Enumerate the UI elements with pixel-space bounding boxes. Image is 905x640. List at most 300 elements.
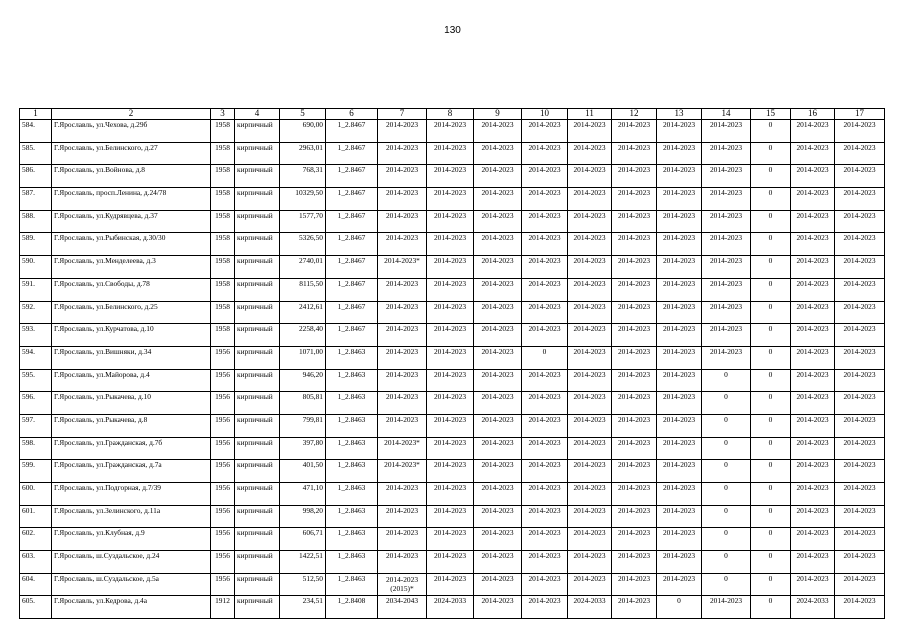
table-cell: 2014-2023 — [568, 256, 612, 279]
table-row — [20, 165, 885, 188]
table-cell: 799,81 — [280, 414, 326, 437]
table-cell: 2014-2023 — [378, 142, 427, 165]
table-cell: 805,81 — [280, 392, 326, 415]
table-cell: 1_2.8467 — [326, 210, 378, 233]
table-cell: Г.Ярославль, ул.Кудрявцева, д.37 — [52, 210, 211, 233]
table-cell: 2014-2023 — [427, 165, 474, 188]
table-cell: 2014-2023 — [612, 414, 657, 437]
table-cell: 2014-2023 — [835, 120, 885, 143]
table-cell: 1956 — [211, 414, 235, 437]
table-cell: 0 — [751, 278, 791, 301]
table-cell: 2014-2023 — [657, 256, 702, 279]
table-cell: 1958 — [211, 165, 235, 188]
table-cell: 2014-2023 — [427, 142, 474, 165]
table-cell: 2014-2023 — [522, 505, 568, 528]
table-cell: 2014-2023 — [378, 551, 427, 574]
table-cell: 2014-2023 — [522, 120, 568, 143]
table-cell: 2014-2023 — [474, 301, 522, 324]
table-cell: 0 — [751, 369, 791, 392]
table-cell: 2014-2023 — [427, 233, 474, 256]
table-cell: 2014-2023 — [474, 392, 522, 415]
table-cell: 397,80 — [280, 437, 326, 460]
table-cell: 234,51 — [280, 596, 326, 619]
table-cell: 2014-2023 — [702, 324, 751, 347]
column-number: 1 — [20, 109, 52, 120]
table-cell: 2014-2023 — [612, 142, 657, 165]
table-cell: 604. — [20, 573, 52, 596]
table-cell: 2014-2023 — [378, 210, 427, 233]
table-cell: 2014-2023 — [791, 460, 835, 483]
table-cell: 2014-2023 — [522, 596, 568, 619]
table-cell: 588. — [20, 210, 52, 233]
table-cell: 2014-2023 — [657, 324, 702, 347]
table-cell: 2014-2023 — [378, 188, 427, 211]
table-cell: 2014-2023 — [427, 414, 474, 437]
table-cell: 2014-2023 — [378, 165, 427, 188]
table-row — [20, 505, 885, 528]
table-cell: Г.Ярославль, ул.Подгорная, д.7/39 — [52, 483, 211, 506]
column-number: 9 — [474, 109, 522, 120]
table-cell: 591. — [20, 278, 52, 301]
column-number: 8 — [427, 109, 474, 120]
table-cell: 592. — [20, 301, 52, 324]
table-cell: 0 — [751, 188, 791, 211]
table-cell: 2014-2023 — [835, 505, 885, 528]
table-cell: кирпичный — [235, 233, 280, 256]
table-cell: 1956 — [211, 369, 235, 392]
table-cell: 2412,61 — [280, 301, 326, 324]
table-cell: 2014-2023 — [612, 596, 657, 619]
table-cell: 2014-2023 — [702, 596, 751, 619]
table-cell: 585. — [20, 142, 52, 165]
table-cell: 1_2.8467 — [326, 233, 378, 256]
table-cell: 0 — [751, 573, 791, 596]
table-row — [20, 369, 885, 392]
table-cell: 2014-2023 — [835, 460, 885, 483]
table-cell: 2014-2023 — [568, 165, 612, 188]
table-cell: 1_2.8467 — [326, 165, 378, 188]
table-cell: 2014-2023 — [835, 528, 885, 551]
table-cell: 0 — [702, 483, 751, 506]
table-cell: кирпичный — [235, 369, 280, 392]
table-cell: кирпичный — [235, 165, 280, 188]
table-cell: 0 — [751, 256, 791, 279]
table-cell: 1422,51 — [280, 551, 326, 574]
table-cell: 600. — [20, 483, 52, 506]
table-cell: Г.Ярославль, ул.Курчатова, д.10 — [52, 324, 211, 347]
column-number: 10 — [522, 109, 568, 120]
table-cell: 2014-2023 — [657, 210, 702, 233]
table-cell: 2014-2023 — [427, 301, 474, 324]
table-cell: Г.Ярославль, ул.Майорова, д.4 — [52, 369, 211, 392]
table-cell: 2014-2023 — [791, 188, 835, 211]
table-cell: кирпичный — [235, 346, 280, 369]
table-cell: 2014-2023 (2015)* — [378, 573, 427, 596]
table-cell: 2014-2023 — [835, 142, 885, 165]
table-cell: кирпичный — [235, 392, 280, 415]
table-cell: 0 — [751, 460, 791, 483]
table-cell: 2014-2023 — [702, 120, 751, 143]
table-cell: 2014-2023 — [568, 301, 612, 324]
table-cell: 2014-2023* — [378, 460, 427, 483]
column-number: 6 — [326, 109, 378, 120]
table-cell: 2014-2023 — [702, 346, 751, 369]
table-cell: 2014-2023 — [378, 505, 427, 528]
table-cell: 2014-2023 — [427, 210, 474, 233]
table-cell: 2014-2023 — [612, 233, 657, 256]
table-cell: 0 — [702, 414, 751, 437]
table-cell: 2014-2023 — [474, 369, 522, 392]
table-cell: 590. — [20, 256, 52, 279]
table-cell: 2014-2023 — [522, 210, 568, 233]
table-row — [20, 324, 885, 347]
table-cell: 0 — [702, 551, 751, 574]
table-cell: Г.Ярославль, ул.Зелинского, д.11а — [52, 505, 211, 528]
table-cell: 2014-2023 — [612, 210, 657, 233]
table-row — [20, 210, 885, 233]
table-cell: 2014-2023 — [702, 233, 751, 256]
table-cell: 2963,01 — [280, 142, 326, 165]
table-cell: 2014-2023 — [568, 278, 612, 301]
table-cell: 0 — [751, 210, 791, 233]
table-cell: 2014-2023 — [378, 369, 427, 392]
table-cell: 2014-2023 — [657, 233, 702, 256]
table-cell: 1958 — [211, 256, 235, 279]
table-cell: Г.Ярославль, ул.Войнова, д.8 — [52, 165, 211, 188]
table-cell: 2014-2023 — [378, 483, 427, 506]
table-cell: 2014-2023 — [522, 233, 568, 256]
table-cell: 2014-2023 — [657, 301, 702, 324]
table-cell: 1956 — [211, 346, 235, 369]
table-cell: 2034-2043 — [378, 596, 427, 619]
table-cell: 2014-2023 — [427, 528, 474, 551]
table-cell: 2014-2023 — [427, 278, 474, 301]
table-cell: 0 — [751, 528, 791, 551]
table-cell: 2014-2023 — [612, 324, 657, 347]
table-row — [20, 460, 885, 483]
column-number-row — [20, 109, 885, 120]
table-cell: 0 — [751, 392, 791, 415]
table-cell: 2014-2023 — [657, 505, 702, 528]
table-cell: 2014-2023 — [522, 301, 568, 324]
table-cell: 946,20 — [280, 369, 326, 392]
table-cell: 2014-2023 — [791, 573, 835, 596]
table-row — [20, 551, 885, 574]
table-cell: 2014-2023 — [568, 414, 612, 437]
table-cell: 2014-2023 — [522, 437, 568, 460]
table-cell: 0 — [751, 142, 791, 165]
table-cell: Г.Ярославль, ул.Рыкачева, д.8 — [52, 414, 211, 437]
table-cell: 586. — [20, 165, 52, 188]
table-cell: 2014-2023 — [835, 210, 885, 233]
table-cell: 0 — [751, 301, 791, 324]
table-cell: 2014-2023 — [657, 188, 702, 211]
table-cell: 597. — [20, 414, 52, 437]
table-cell: 0 — [702, 573, 751, 596]
table-cell: 1956 — [211, 437, 235, 460]
table-row — [20, 483, 885, 506]
table-cell: 589. — [20, 233, 52, 256]
table-cell: 2014-2023 — [702, 256, 751, 279]
table-cell: 2014-2023 — [568, 483, 612, 506]
table-cell: 2014-2023 — [835, 369, 885, 392]
table-cell: 2014-2023 — [568, 551, 612, 574]
table-cell: 2014-2023 — [378, 346, 427, 369]
table-cell: 2014-2023 — [522, 256, 568, 279]
table-cell: 2014-2023 — [522, 278, 568, 301]
table-cell: 2014-2023 — [702, 301, 751, 324]
table-cell: 471,10 — [280, 483, 326, 506]
table-cell: 2014-2023 — [568, 324, 612, 347]
table-cell: 2014-2023 — [522, 460, 568, 483]
table-cell: 2014-2023 — [378, 301, 427, 324]
table-cell: 2014-2023 — [427, 460, 474, 483]
table-cell: кирпичный — [235, 460, 280, 483]
table-cell: 2014-2023 — [522, 551, 568, 574]
table-cell: 2014-2023 — [612, 346, 657, 369]
table-cell: 2014-2023 — [568, 142, 612, 165]
table-cell: 2014-2023 — [522, 483, 568, 506]
table-cell: 598. — [20, 437, 52, 460]
table-cell: 2014-2023 — [835, 551, 885, 574]
column-number: 12 — [612, 109, 657, 120]
table-cell: 2014-2023 — [702, 278, 751, 301]
table-cell: 2024-2033 — [568, 596, 612, 619]
table-cell: Г.Ярославль, ш.Суздальское, д.24 — [52, 551, 211, 574]
table-cell: Г.Ярославль, ш.Суздальское, д.5а — [52, 573, 211, 596]
table-cell: 1956 — [211, 505, 235, 528]
table-body — [20, 109, 885, 619]
table-cell: 2014-2023 — [474, 233, 522, 256]
table-cell: кирпичный — [235, 142, 280, 165]
table-cell: 601. — [20, 505, 52, 528]
table-cell: кирпичный — [235, 596, 280, 619]
table-cell: кирпичный — [235, 324, 280, 347]
table-cell: 1_2.8463 — [326, 392, 378, 415]
table-cell: 2014-2023 — [378, 414, 427, 437]
table-cell: 2258,40 — [280, 324, 326, 347]
table-cell: 2014-2023 — [427, 392, 474, 415]
table-cell: кирпичный — [235, 505, 280, 528]
table-cell: 690,00 — [280, 120, 326, 143]
table-cell: 603. — [20, 551, 52, 574]
table-cell: 1956 — [211, 528, 235, 551]
table-cell: 2014-2023 — [791, 369, 835, 392]
table-row — [20, 596, 885, 619]
table-cell: Г.Ярославль, ул.Кедрова, д.4а — [52, 596, 211, 619]
table-cell: кирпичный — [235, 210, 280, 233]
table-cell: 594. — [20, 346, 52, 369]
table-cell: 2014-2023 — [657, 573, 702, 596]
column-number: 7 — [378, 109, 427, 120]
table-cell: кирпичный — [235, 414, 280, 437]
table-cell: 2014-2023 — [612, 369, 657, 392]
table-cell: 1956 — [211, 483, 235, 506]
table-cell: 2014-2023 — [612, 120, 657, 143]
table-cell: 1_2.8463 — [326, 505, 378, 528]
table-cell: 2014-2023 — [474, 346, 522, 369]
table-row — [20, 573, 885, 596]
table-cell: 0 — [522, 346, 568, 369]
table-cell: 2014-2023 — [427, 120, 474, 143]
table-cell: 2014-2023 — [568, 346, 612, 369]
table-cell: 2014-2023 — [568, 392, 612, 415]
table-cell: 2014-2023 — [791, 278, 835, 301]
table-cell: 2014-2023 — [835, 188, 885, 211]
table-cell: кирпичный — [235, 120, 280, 143]
table-cell: 2014-2023 — [612, 551, 657, 574]
table-cell: 596. — [20, 392, 52, 415]
table-cell: 1958 — [211, 188, 235, 211]
table-cell: 2014-2023 — [568, 369, 612, 392]
table-cell: 2014-2023 — [568, 505, 612, 528]
table-cell: Г.Ярославль, ул.Гражданская, д.7а — [52, 460, 211, 483]
table-cell: 595. — [20, 369, 52, 392]
table-row — [20, 346, 885, 369]
table-cell: 1_2.8467 — [326, 324, 378, 347]
table-cell: 1_2.8463 — [326, 414, 378, 437]
table-cell: 0 — [702, 505, 751, 528]
table-cell: 2014-2023 — [657, 460, 702, 483]
table-cell: 2014-2023 — [835, 256, 885, 279]
table-cell: 2014-2023 — [702, 188, 751, 211]
table-cell: 2014-2023 — [657, 437, 702, 460]
table-cell: 1958 — [211, 120, 235, 143]
table-cell: 1958 — [211, 142, 235, 165]
housing-table — [19, 108, 885, 619]
table-cell: 2014-2023 — [657, 483, 702, 506]
table-cell: Г.Ярославль, ул.Белинского, д.25 — [52, 301, 211, 324]
table-cell: 1_2.8463 — [326, 460, 378, 483]
table-cell: Г.Ярославль, ул.Белинского, д.27 — [52, 142, 211, 165]
table-row — [20, 120, 885, 143]
table-cell: 2014-2023 — [427, 505, 474, 528]
table-row — [20, 414, 885, 437]
table-cell: 2014-2023 — [835, 392, 885, 415]
table-cell: 2014-2023 — [522, 188, 568, 211]
table-cell: 2014-2023 — [612, 573, 657, 596]
table-cell: 512,50 — [280, 573, 326, 596]
table-cell: 599. — [20, 460, 52, 483]
column-number: 13 — [657, 109, 702, 120]
table-cell: 2014-2023 — [427, 324, 474, 347]
table-cell: 2014-2023 — [474, 573, 522, 596]
column-number: 11 — [568, 109, 612, 120]
table-cell: 2014-2023 — [791, 233, 835, 256]
table-cell: 2014-2023 — [378, 528, 427, 551]
table-cell: 1577,70 — [280, 210, 326, 233]
table-cell: 2014-2023 — [568, 188, 612, 211]
table-cell: 2014-2023 — [702, 142, 751, 165]
table-cell: Г.Ярославль, ул.Рыкачева, д.10 — [52, 392, 211, 415]
table-row — [20, 256, 885, 279]
table-cell: 2014-2023 — [791, 414, 835, 437]
table-cell: 2014-2023 — [791, 256, 835, 279]
table-cell: 2014-2023 — [657, 392, 702, 415]
table-cell: 1071,00 — [280, 346, 326, 369]
table-cell: 2014-2023 — [474, 165, 522, 188]
table-cell: 605. — [20, 596, 52, 619]
table-cell: Г.Ярославль, ул.Клубная, д.9 — [52, 528, 211, 551]
table-cell: Г.Ярославль, просп.Ленина, д.24/78 — [52, 188, 211, 211]
table-cell: 2014-2023 — [474, 210, 522, 233]
table-cell: 1_2.8463 — [326, 551, 378, 574]
table-cell: 0 — [751, 596, 791, 619]
table-cell: 2014-2023 — [702, 210, 751, 233]
table-cell: 2014-2023 — [612, 483, 657, 506]
column-number: 16 — [791, 109, 835, 120]
table-cell: 2014-2023 — [427, 188, 474, 211]
table-cell: 2014-2023 — [474, 460, 522, 483]
table-cell: 0 — [751, 483, 791, 506]
table-cell: 2014-2023 — [474, 414, 522, 437]
table-cell: 0 — [751, 346, 791, 369]
table-cell: 0 — [751, 551, 791, 574]
table-cell: 2014-2023* — [378, 256, 427, 279]
table-cell: 2014-2023 — [568, 528, 612, 551]
table-cell: кирпичный — [235, 437, 280, 460]
table-cell: 2014-2023 — [657, 278, 702, 301]
table-cell: 1958 — [211, 233, 235, 256]
table-cell: 2014-2023 — [835, 301, 885, 324]
table-cell: 2014-2023 — [568, 120, 612, 143]
table-cell: 2014-2023 — [427, 551, 474, 574]
table-cell: 1_2.8463 — [326, 369, 378, 392]
table-cell: 606,71 — [280, 528, 326, 551]
table-cell: 2014-2023 — [378, 120, 427, 143]
table-cell: 1_2.8467 — [326, 142, 378, 165]
table-cell: 0 — [751, 437, 791, 460]
table-cell: 2014-2023 — [612, 528, 657, 551]
table-cell: 2014-2023 — [378, 233, 427, 256]
table-row — [20, 392, 885, 415]
table-cell: 1_2.8467 — [326, 256, 378, 279]
table-cell: 2014-2023 — [474, 142, 522, 165]
table-cell: 2014-2023 — [791, 324, 835, 347]
table-cell: 2014-2023 — [702, 165, 751, 188]
table-cell: 2014-2023 — [522, 392, 568, 415]
table-cell: 2014-2023 — [474, 483, 522, 506]
table-cell: 2014-2023 — [427, 256, 474, 279]
table-cell: 2014-2023 — [427, 483, 474, 506]
table-cell: 0 — [702, 369, 751, 392]
table-row — [20, 278, 885, 301]
table-cell: 2014-2023 — [522, 165, 568, 188]
table-cell: 2014-2023 — [657, 346, 702, 369]
table-cell: 0 — [702, 528, 751, 551]
column-number: 5 — [280, 109, 326, 120]
table-cell: 1_2.8463 — [326, 573, 378, 596]
page-number: 130 — [444, 25, 461, 36]
table-cell: 1_2.8467 — [326, 120, 378, 143]
column-number: 17 — [835, 109, 885, 120]
table-cell: 2014-2023 — [474, 278, 522, 301]
table-cell: 2014-2023 — [835, 414, 885, 437]
table-cell: 2014-2023 — [474, 188, 522, 211]
table-cell: 1_2.8463 — [326, 346, 378, 369]
table-cell: 2014-2023 — [568, 573, 612, 596]
table-cell: 2014-2023 — [568, 437, 612, 460]
table-cell: 2014-2023 — [474, 596, 522, 619]
table-cell: 2014-2023 — [835, 324, 885, 347]
table-cell: 602. — [20, 528, 52, 551]
table-cell: 2014-2023 — [612, 505, 657, 528]
table-cell: 2014-2023 — [522, 324, 568, 347]
table-cell: 2014-2023 — [612, 460, 657, 483]
table-cell: 2014-2023 — [612, 165, 657, 188]
table-cell: Г.Ярославль, ул.Рыбинская, д.30/30 — [52, 233, 211, 256]
table-cell: 1_2.8408 — [326, 596, 378, 619]
